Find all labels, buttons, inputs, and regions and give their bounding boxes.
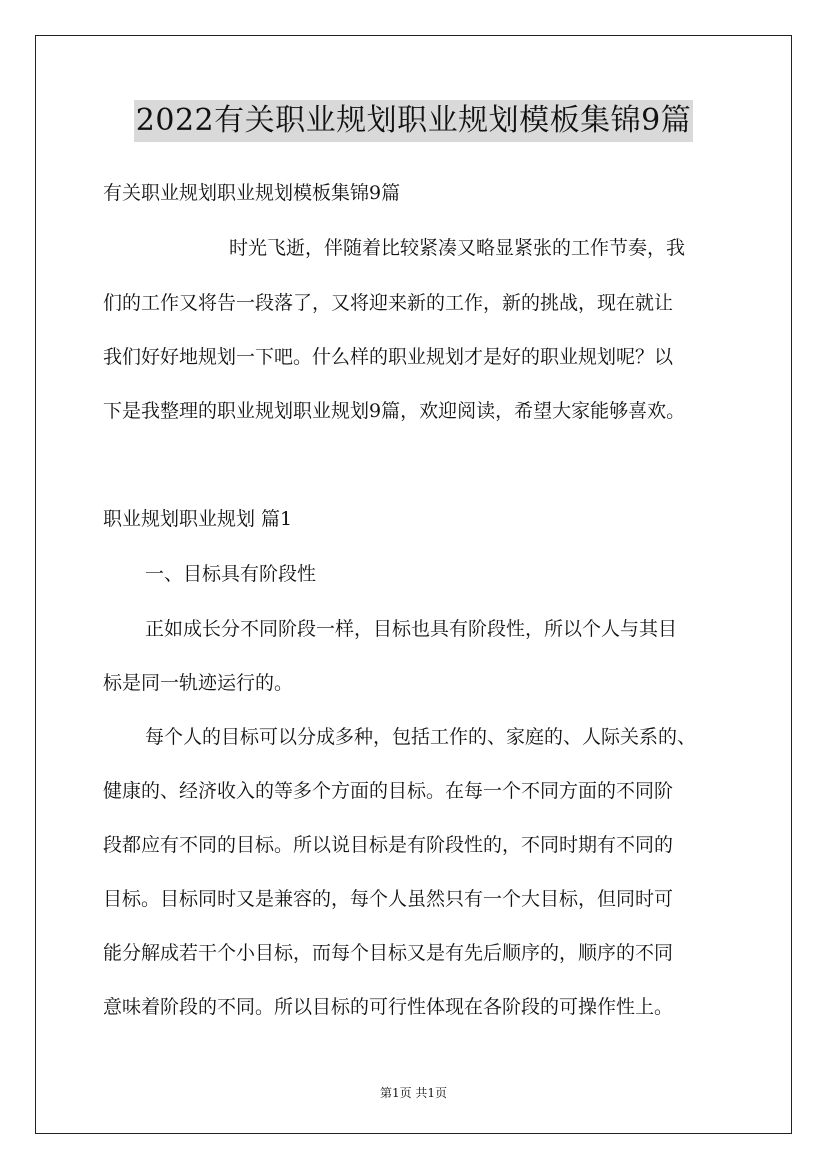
section-heading: 职业规划职业规划 篇1 — [103, 508, 293, 530]
document-subtitle: 有关职业规划职业规划模板集锦9篇 — [103, 182, 401, 204]
point-heading: 一、目标具有阶段性 — [145, 563, 317, 585]
intro-line: 时光飞逝，伴随着比较紧凑又略显紧张的工作节奏，我 — [229, 237, 686, 259]
paragraph-line: 能分解成若干个小目标，而每个目标又是有先后顺序的，顺序的不同 — [103, 942, 674, 964]
document-title-text: 2022有关职业规划职业规划模板集锦9篇 — [134, 100, 693, 142]
page-footer: 第1页 共1页 — [379, 1086, 448, 1100]
paragraph-line: 标是同一轨迹运行的。 — [103, 672, 294, 694]
paragraph-line: 每个人的目标可以分成多种，包括工作的、家庭的、人际关系的、 — [145, 726, 697, 748]
intro-line: 下是我整理的职业规划职业规划9篇，欢迎阅读，希望大家能够喜欢。 — [103, 400, 686, 422]
paragraph-line: 健康的、经济收入的等多个方面的目标。在每一个不同方面的不同阶 — [103, 780, 674, 802]
document-title — [0, 100, 827, 142]
paragraph-line: 意味着阶段的不同。所以目标的可行性体现在各阶段的可操作性上。 — [103, 996, 674, 1018]
intro-line: 们的工作又将告一段落了，又将迎来新的工作，新的挑战，现在就让 — [103, 292, 674, 314]
intro-line: 我们好好地规划一下吧。什么样的职业规划才是好的职业规划呢？以 — [103, 346, 674, 368]
paragraph-line: 目标。目标同时又是兼容的，每个人虽然只有一个大目标，但同时可 — [103, 888, 674, 910]
paragraph-line: 正如成长分不同阶段一样，目标也具有阶段性，所以个人与其目 — [145, 618, 678, 640]
paragraph-line: 段都应有不同的目标。所以说目标是有阶段性的，不同时期有不同的 — [103, 834, 674, 856]
